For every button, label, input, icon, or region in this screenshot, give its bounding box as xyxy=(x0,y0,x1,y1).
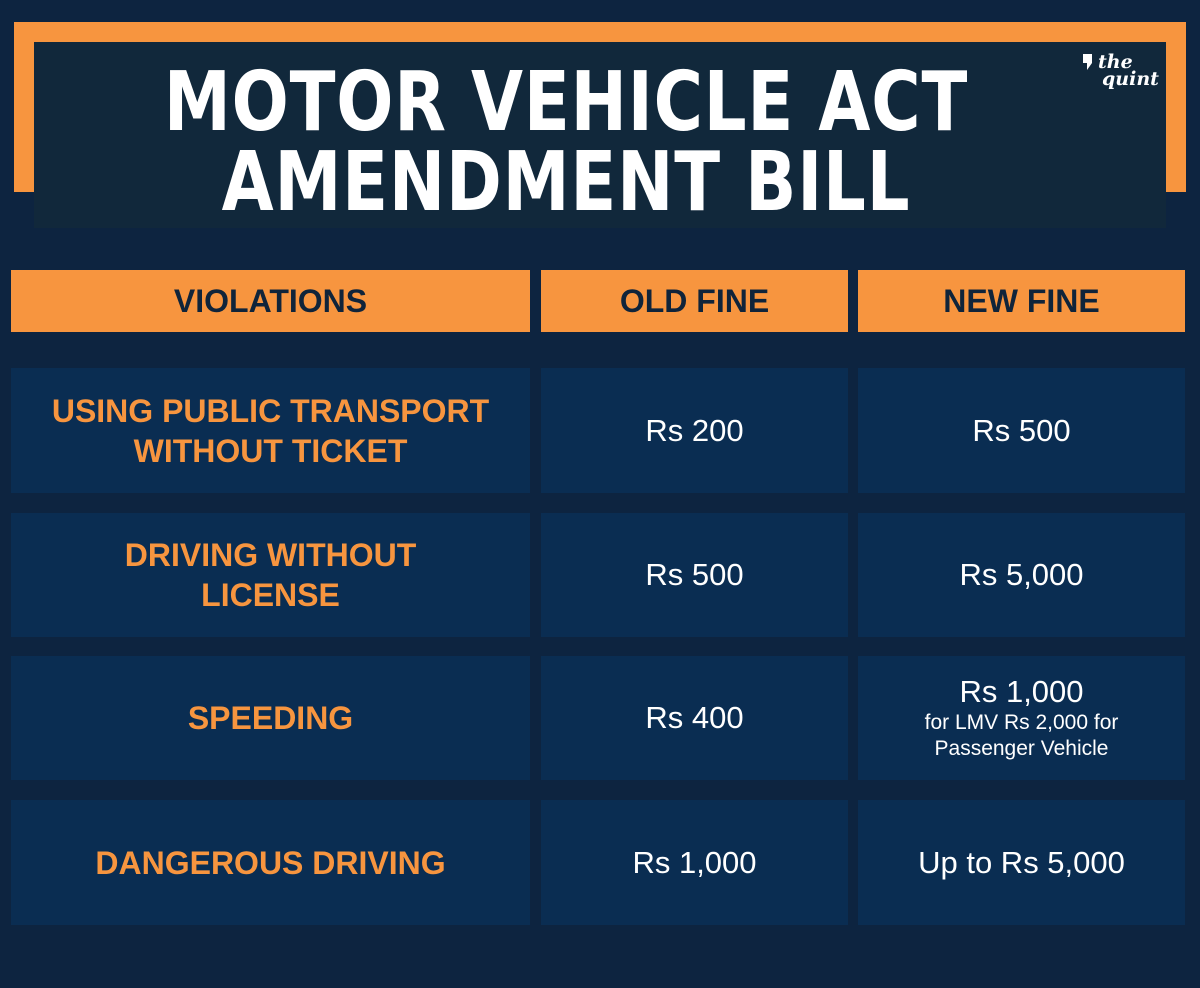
header-new-fine: NEW FINE xyxy=(858,270,1185,332)
quote-mark-icon xyxy=(1080,52,1100,72)
logo-word-the: the xyxy=(1098,51,1133,73)
violation-line: SPEEDING xyxy=(187,700,354,736)
table-row-2-violation xyxy=(11,513,530,637)
table-row-2-new-fine xyxy=(858,513,1185,637)
table-row-1-old-fine xyxy=(541,368,848,493)
old-fine-value: Rs 400 xyxy=(645,700,744,735)
logo-word-quint: quint xyxy=(1102,68,1159,90)
header-violations: VIOLATIONS xyxy=(11,270,530,332)
violation-line: LICENSE xyxy=(201,577,340,613)
new-fine-value: Rs 500 xyxy=(972,412,1071,448)
table-row-1-new-fine xyxy=(858,368,1185,493)
new-fine-value: Rs 1,000 xyxy=(959,674,1084,709)
new-fine-note: for LMV Rs 2,000 for xyxy=(924,711,1119,734)
old-fine-value: Rs 500 xyxy=(645,557,744,592)
new-fine-value: Rs 5,000 xyxy=(959,557,1084,592)
table-row-4-violation xyxy=(11,800,530,925)
table-row-4-old-fine xyxy=(541,800,848,925)
table-row-3-new-fine xyxy=(858,656,1185,780)
logo-wordmark xyxy=(1098,51,1159,90)
violation-line: USING PUBLIC TRANSPORT xyxy=(51,392,490,429)
table-row-4-new-fine xyxy=(858,800,1185,925)
table-row-3-old-fine xyxy=(541,656,848,780)
violation-line: WITHOUT TICKET xyxy=(133,432,408,469)
violation-line: DRIVING WITHOUT xyxy=(124,537,417,573)
new-fine-value: Up to Rs 5,000 xyxy=(918,844,1125,880)
header-old-fine: OLD FINE xyxy=(541,270,848,332)
table-row-2-old-fine xyxy=(541,513,848,637)
title-line-2: AMENDMENT BILL xyxy=(221,135,911,230)
new-fine-note: Passenger Vehicle xyxy=(934,737,1109,760)
table-row-3-violation xyxy=(11,656,530,780)
the-quint-logo xyxy=(1080,52,1160,96)
title-line-1: MOTOR VEHICLE ACT xyxy=(163,55,969,150)
old-fine-value: Rs 200 xyxy=(645,412,744,448)
old-fine-value: Rs 1,000 xyxy=(632,844,757,880)
table-row-1-violation xyxy=(11,368,530,493)
violation-line: DANGEROUS DRIVING xyxy=(95,844,446,881)
